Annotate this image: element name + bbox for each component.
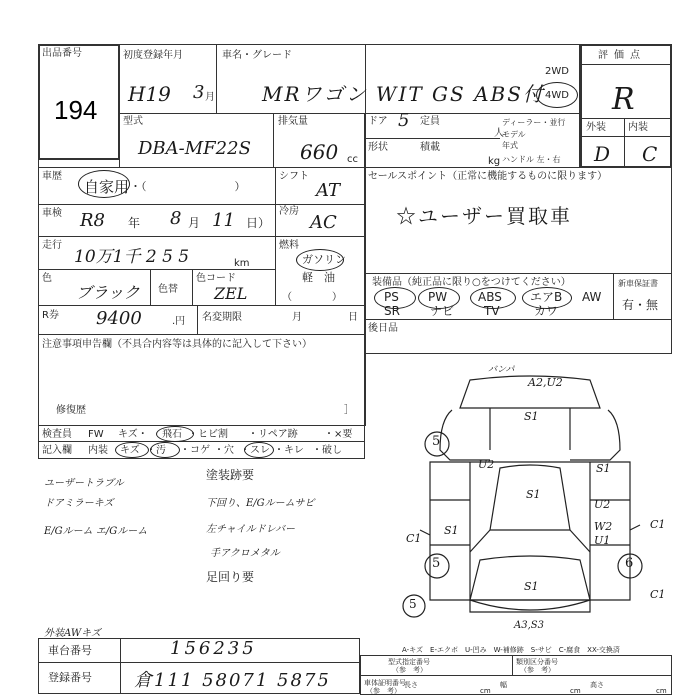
drive-2wd: 2WD bbox=[545, 66, 569, 77]
ac-value: AC bbox=[310, 212, 337, 233]
inspector-need: ・×要 bbox=[324, 429, 353, 440]
remark-right-0: 塗装跡要 bbox=[206, 468, 255, 482]
inspector-divider bbox=[38, 441, 365, 442]
equip-pw: PW bbox=[428, 290, 448, 304]
inspection-day: 11 bbox=[212, 210, 235, 231]
fuel-gas: ガソリン bbox=[302, 253, 346, 266]
legend-text: A-キズ E-エクボ U-凹み W-補修跡 S-サビ C-腐食 XX-交換済 bbox=[402, 646, 620, 654]
recorder-scratch-circle bbox=[115, 442, 149, 458]
reg-value: H19 bbox=[128, 82, 171, 106]
inspector-crack: ・ヒビ割 bbox=[188, 429, 228, 440]
reg-month-unit: 月 bbox=[205, 92, 215, 103]
footer-cm1: cm bbox=[480, 687, 491, 695]
recorder-cut: ・キレ bbox=[274, 445, 304, 456]
footer-len: 長さ bbox=[404, 681, 418, 689]
seat-label: 後日品 bbox=[368, 323, 398, 334]
footer-l1b: （参 考） bbox=[392, 666, 427, 674]
remark-right-4: 足回り要 bbox=[206, 570, 255, 584]
inspector-scratch: キズ・ bbox=[118, 429, 148, 440]
remark-left-bottom: 外装AWキズ bbox=[44, 628, 101, 639]
footer-l2: 類別区分番号 bbox=[516, 658, 558, 666]
color-split bbox=[150, 269, 151, 306]
diag-top-note: バンパ bbox=[488, 365, 515, 375]
fuel-gas-circle bbox=[296, 249, 344, 271]
door-divider bbox=[364, 138, 500, 139]
model-label: 車名・グレード bbox=[222, 50, 292, 61]
load-label: 積載 bbox=[420, 142, 440, 153]
footer-cm3: cm bbox=[656, 687, 667, 695]
footer-l3: 車体証明番号 bbox=[364, 679, 406, 687]
recorder-tear: ・破し bbox=[312, 445, 342, 456]
mileage-value: 10万1千 2 5 5 bbox=[74, 247, 190, 267]
score-label: 評価点 bbox=[598, 50, 646, 61]
score-ext: D bbox=[594, 142, 611, 166]
shift-value: AT bbox=[316, 180, 341, 201]
diag-mark-1: S1 bbox=[524, 410, 539, 423]
recorder-hole: ・穴 bbox=[214, 445, 234, 456]
diag-mark-4: S1 bbox=[596, 462, 611, 475]
history-paren: ・（ ） bbox=[130, 180, 246, 193]
drive-4wd: 4WD bbox=[545, 90, 569, 101]
lot-number: 194 bbox=[54, 95, 98, 125]
footer-split bbox=[512, 655, 513, 675]
cc-value: 660 bbox=[300, 140, 339, 164]
score-int: C bbox=[642, 142, 658, 166]
history-circle bbox=[78, 170, 130, 198]
score-divider bbox=[580, 64, 672, 65]
type-label: 型式 bbox=[123, 116, 143, 127]
equip-sr: SR bbox=[384, 304, 400, 318]
inspection-era: R8 bbox=[80, 210, 106, 231]
diag-mark-11: A3,S3 bbox=[514, 620, 544, 631]
door-label: ドア bbox=[368, 116, 388, 127]
recorder-rub: ・スレ bbox=[240, 445, 270, 456]
diag-circled-2: 5 bbox=[409, 597, 417, 611]
ac-label: 冷房 bbox=[279, 206, 299, 217]
sales-label: セールスポイント（正常に機能するものに限ります） bbox=[368, 171, 608, 182]
recorder-dirt-circle bbox=[150, 442, 180, 458]
equipment-label: 装備品（純正品に限り○をつけてください） bbox=[372, 277, 571, 288]
shape-label: 形状 bbox=[368, 142, 388, 153]
color-split-2 bbox=[192, 269, 193, 306]
equip-airbag: エアB bbox=[530, 290, 563, 304]
plate-label: 登録番号 bbox=[48, 671, 92, 684]
inspection-year-unit: 年 bbox=[128, 216, 141, 230]
fuel-paren: （ ） bbox=[282, 292, 342, 303]
footer-cm2: cm bbox=[570, 687, 581, 695]
equip-ps: PS bbox=[384, 290, 399, 304]
equip-tv: TV bbox=[484, 304, 500, 318]
load-unit: kg bbox=[488, 156, 501, 167]
diag-circled-0: 5 bbox=[432, 434, 441, 449]
diag-circled-1: 5 bbox=[432, 556, 441, 571]
diag-mark-7: C1 bbox=[650, 518, 666, 531]
recorder-burn: ・コゲ bbox=[180, 445, 210, 456]
remark-left-1: ドアミラーキズ bbox=[44, 498, 114, 509]
reg-label: 初度登録年月 bbox=[123, 50, 183, 61]
model-value: MRワゴン WIT GS ABS付 bbox=[262, 82, 545, 106]
color-change-label: 色替 bbox=[158, 284, 178, 295]
score-divider-3 bbox=[580, 136, 672, 137]
diag-mark-13: C1 bbox=[650, 588, 666, 601]
inspection-day-unit: 日） bbox=[246, 216, 271, 230]
drive-4wd-circle bbox=[536, 82, 578, 108]
inspection-month: 8 bbox=[170, 208, 182, 229]
remark-left-0: ユーザートラブル bbox=[44, 478, 124, 489]
door-value: 5 bbox=[398, 110, 410, 131]
inspector-repair: ・リペア跡 bbox=[248, 429, 298, 440]
inspection-month-unit: 月 bbox=[188, 216, 201, 230]
color-label: 色 bbox=[42, 273, 52, 284]
diag-mark-12: S1 bbox=[444, 524, 459, 537]
warranty-label: 新車保証書 bbox=[618, 279, 658, 288]
mileage-label: 走行 bbox=[42, 240, 62, 251]
diag-mark-5: U2 bbox=[594, 498, 611, 511]
capacity-unit: 人 bbox=[494, 128, 504, 139]
plate-value: 倉111 58071 5875 bbox=[134, 670, 331, 691]
type-value: DBA-MF22S bbox=[138, 138, 251, 159]
score-split bbox=[624, 118, 625, 168]
inspector-fw: FW bbox=[88, 429, 104, 440]
diag-mark-6: W2 bbox=[594, 520, 613, 533]
remark-right-1: 下回り、E/Gルームサビ bbox=[206, 498, 315, 509]
recorder-dirt: ・汚 bbox=[146, 445, 166, 456]
equip-abs: ABS bbox=[478, 290, 502, 304]
repair-close: ］ bbox=[344, 405, 354, 416]
recorder-scratch: キズ bbox=[120, 445, 140, 456]
score-divider-2 bbox=[580, 118, 672, 119]
recorder-rub-circle bbox=[244, 442, 274, 458]
chassis-label: 車台番号 bbox=[48, 644, 92, 657]
history-value: 自家用 bbox=[84, 178, 130, 196]
footer-l1: 型式指定番号 bbox=[388, 658, 430, 666]
notes-label: 注意事項申告欄（不具合内容等は具体的に記入して下さい） bbox=[42, 339, 312, 350]
diag-mark-3: S1 bbox=[526, 488, 541, 501]
diag-mark-8: U1 bbox=[594, 534, 611, 547]
diag-mark-0: A2,U2 bbox=[528, 376, 563, 389]
diag-circled-3: 6 bbox=[625, 556, 634, 571]
recorder-interior: 内装 bbox=[88, 445, 108, 456]
address-day: 日 bbox=[348, 312, 358, 323]
history-label: 車歴 bbox=[42, 171, 62, 182]
diag-mark-2: U2 bbox=[478, 458, 495, 471]
diag-mark-9: C1 bbox=[406, 532, 422, 545]
cc-unit: cc bbox=[347, 154, 358, 165]
recorder-label: 記入欄 bbox=[42, 445, 72, 456]
diag-mark-10: S1 bbox=[524, 580, 539, 593]
score-value: R bbox=[612, 82, 635, 117]
score-int-label: 内装 bbox=[628, 122, 648, 133]
color-code: ZEL bbox=[214, 284, 248, 303]
warranty-value: 有・無 bbox=[622, 298, 659, 312]
recycle-label: R券 bbox=[42, 310, 59, 321]
equip-aw: AW bbox=[582, 290, 602, 304]
equip-navi: ナビ bbox=[430, 304, 455, 318]
dealer-l1: ディーラー・並行 bbox=[502, 118, 566, 127]
footer-l3b: （参 考） bbox=[366, 687, 401, 695]
equip-leather: カワ bbox=[534, 304, 559, 318]
dealer-l4: ハンドル 左・右 bbox=[502, 155, 561, 164]
address-label: 名変期限 bbox=[202, 312, 242, 323]
dealer-l2: モデル bbox=[502, 130, 526, 139]
repair-label: 修復歴 bbox=[56, 405, 86, 416]
inspector-label: 検査員 bbox=[42, 429, 72, 440]
dealer-l3: 年式 bbox=[502, 141, 518, 150]
remark-left-2: E/Gルーム エ/Gルーム bbox=[44, 526, 148, 537]
score-ext-label: 外装 bbox=[586, 122, 606, 133]
reg-month: 3 bbox=[193, 82, 205, 103]
inspection-label: 車検 bbox=[42, 208, 62, 219]
chassis-value: 156235 bbox=[170, 638, 257, 659]
shift-label: シフト bbox=[279, 171, 309, 182]
recycle-value: 9400 bbox=[96, 308, 142, 329]
inspection-box bbox=[38, 204, 276, 237]
address-month: 月 bbox=[292, 312, 302, 323]
color-value: ブラック bbox=[76, 283, 140, 302]
cc-label: 排気量 bbox=[278, 116, 308, 127]
remark-right-2: 左チャイルドレバー bbox=[206, 524, 295, 535]
fuel-diesel: 軽 油 bbox=[302, 271, 335, 284]
capacity-label: 定員 bbox=[420, 116, 440, 127]
seat-box bbox=[364, 319, 672, 354]
fuel-label: 燃料 bbox=[279, 240, 299, 251]
recycle-unit: .円 bbox=[172, 316, 186, 327]
sales-value: ☆ユーザー買取車 bbox=[396, 204, 572, 228]
footer-l2b: （参 考） bbox=[520, 666, 555, 674]
inspector-chip: 飛石 bbox=[162, 429, 182, 440]
mileage-unit: km bbox=[234, 258, 250, 269]
footer-hgt: 高さ bbox=[590, 681, 604, 689]
footer-wid: 幅 bbox=[500, 681, 507, 689]
remark-right-3: 手アクロメタル bbox=[210, 548, 280, 559]
color-code-label: 色コード bbox=[196, 273, 236, 284]
lot-label: 出品番号 bbox=[42, 48, 82, 59]
